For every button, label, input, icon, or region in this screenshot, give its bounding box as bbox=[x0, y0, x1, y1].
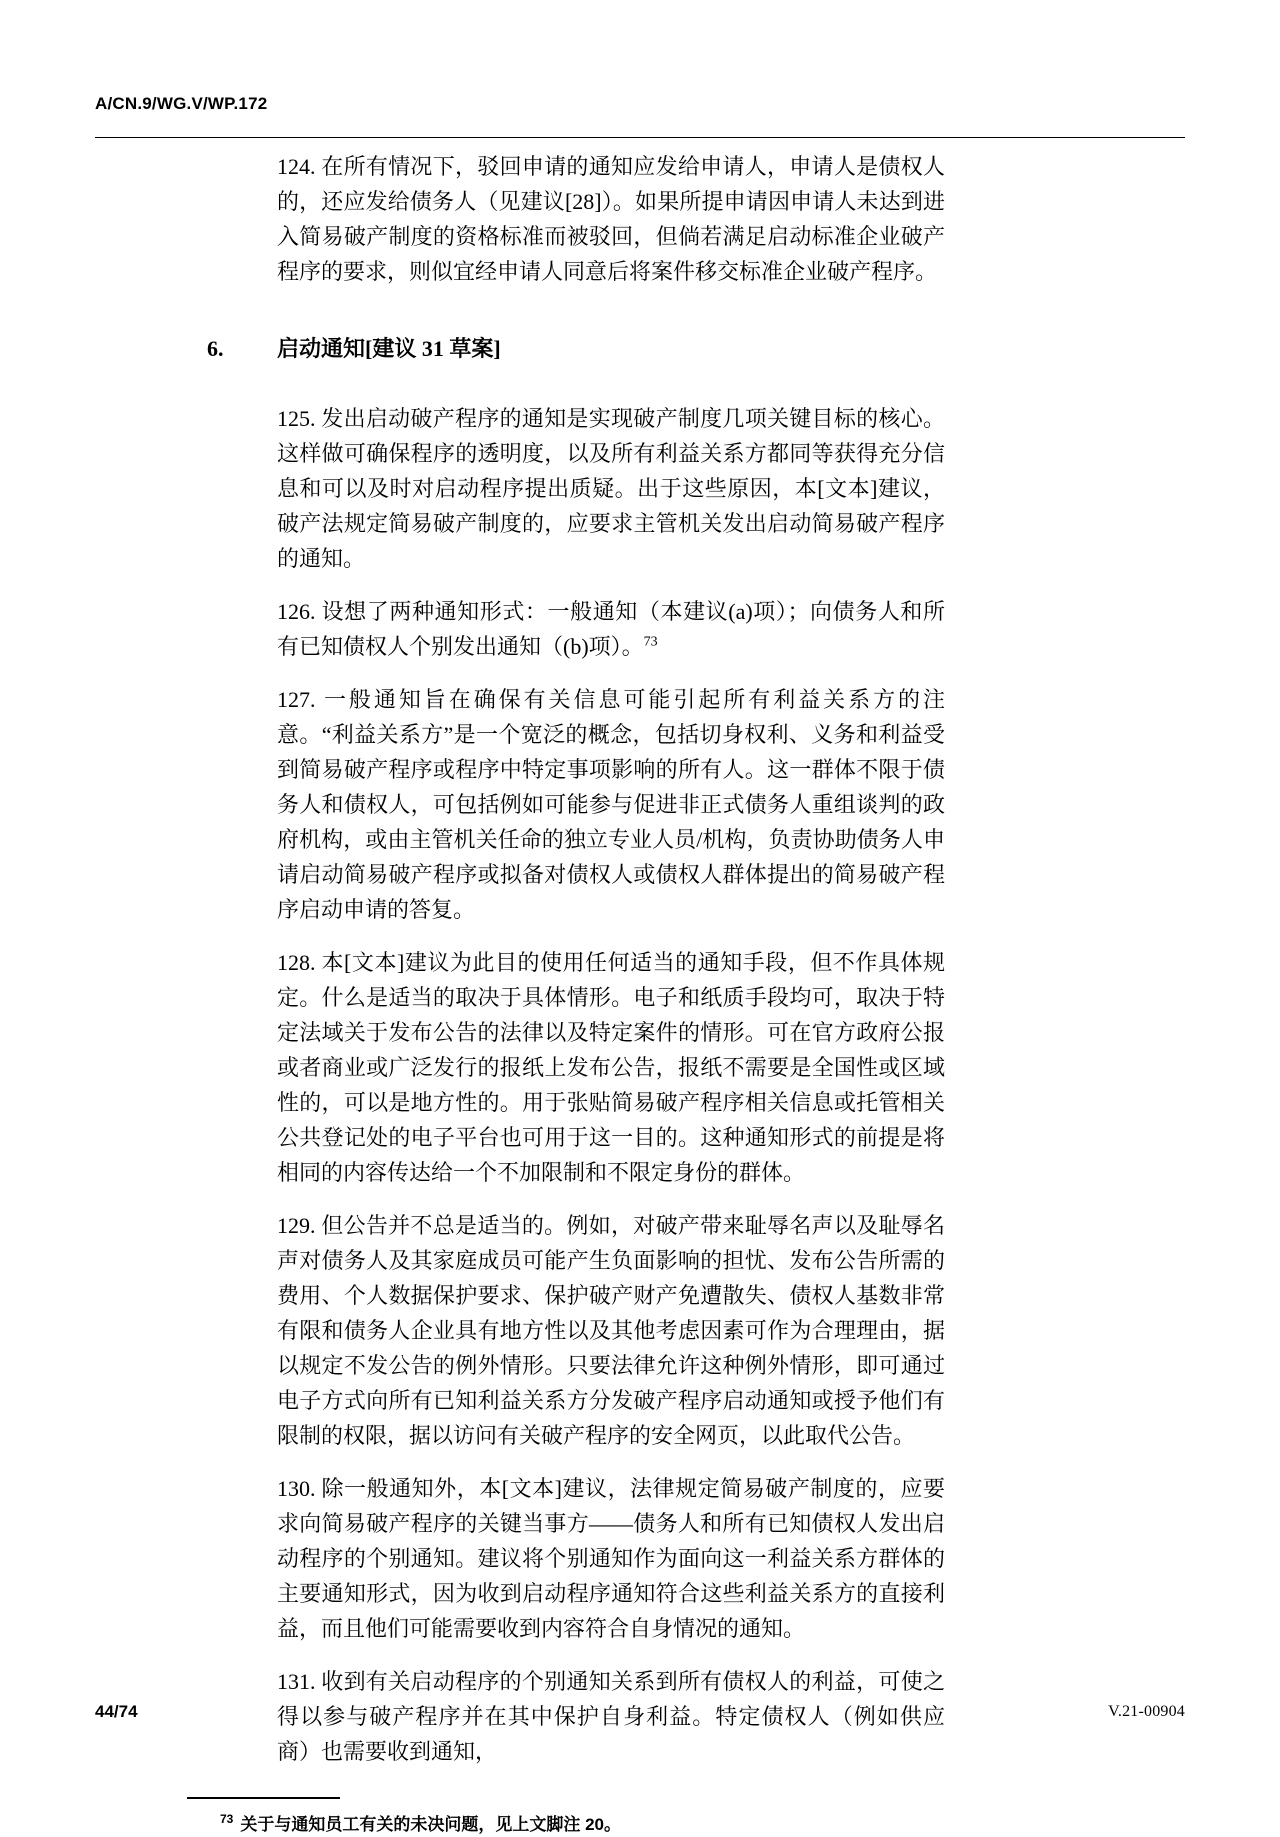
paragraph-127 bbox=[277, 682, 945, 927]
paragraph-124-text: 124. 在所有情况下，驳回申请的通知应发给申请人，申请人是债权人的，还应发给债务人（见建议[28]）。如果所提申请因申请人未达到进入简易破产制度的资格标准而被驳回，但倘若满足启动标准企业破产程序的要求，则似宜经申请人同意后将案件移交标准企业破产程序。 bbox=[277, 154, 945, 284]
paragraph-131 bbox=[277, 1664, 945, 1769]
paragraph-127-text: 127. 一般通知旨在确保有关信息可能引起所有利益关系方的注意。“利益关系方”是一个宽泛的概念，包括切身权利、义务和利益受到简易破产程序或程序中特定事项影响的所有人。这一群体不限于债务人和债权人，可包括例如可能参与促进非正式债务人重组谈判的政府机构，或由主管机关任命的独立专业人员/机构，负责协助债务人申请启动简易破产程序或拟备对债权人或债权人群体提出的简易破产程序启动申请的答复。 bbox=[277, 687, 945, 922]
document-symbol: A/CN.9/WG.V/WP.172 bbox=[95, 94, 268, 113]
paragraph-130 bbox=[277, 1471, 945, 1646]
paragraph-130-text: 130. 除一般通知外，本[文本]建议，法律规定简易破产制度的，应要求向简易破产程序的关键当事方——债务人和所有已知债权人发出启动程序的个别通知。建议将个别通知作为面向这一利益关系方群体的主要通知形式，因为收到启动程序通知符合这些利益关系方的直接利益，而且他们可能需要收到内容符合自身情况的通知。 bbox=[277, 1476, 945, 1641]
paragraph-129-text: 129. 但公告并不总是适当的。例如，对破产带来耻辱名声以及耻辱名声对债务人及其家庭成员可能产生负面影响的担忧、发布公告所需的费用、个人数据保护要求、保护破产财产免遭散失、债权人基数非常有限和债务人企业具有地方性以及其他考虑因素可作为合理理由，据以规定不发公告的例外情形。只要法律允许这种例外情形，即可通过电子方式向所有已知利益关系方分发破产程序启动通知或授予他们有限制的权限，据以访问有关破产程序的安全网页，以此取代公告。 bbox=[277, 1213, 945, 1448]
paragraph-126 bbox=[277, 594, 945, 664]
header-rule bbox=[95, 137, 1185, 138]
paragraph-129 bbox=[277, 1208, 945, 1453]
footnote-73-number: 73 bbox=[220, 1812, 234, 1827]
paragraph-131-text: 131. 收到有关启动程序的个别通知关系到所有债权人的利益，可使之得以参与破产程序并在其中保护自身利益。特定债权人（例如供应商）也需要收到通知， bbox=[277, 1669, 945, 1764]
footnote-separator-rule bbox=[187, 1797, 340, 1799]
section-number: 6. bbox=[207, 336, 224, 361]
paragraph-128-text: 128. 本[文本]建议为此目的使用任何适当的通知手段，但不作具体规定。什么是适当的取决于具体情形。电子和纸质手段均可，取决于特定法域关于发布公告的法律以及特定案件的情形。可在官方政府公报或者商业或广泛发行的报纸上发布公告，报纸不需要是全国性或区域性的，可以是地方性的。用于张贴简易破产程序相关信息或托管相关公共登记处的电子平台也可用于这一目的。这种通知形式的前提是将相同的内容传达给一个不加限制和不限定身份的群体。 bbox=[277, 950, 945, 1185]
paragraph-128 bbox=[277, 945, 945, 1190]
paragraph-126-text: 126. 设想了两种通知形式：一般通知（本建议(a)项）；向债务人和所有已知债权人个别发出通知（(b)项）。 bbox=[277, 599, 945, 659]
footnote-reference-73: 73 bbox=[643, 634, 658, 650]
footnote-73-text: 关于与通知员工有关的未决问题，见上文脚注 20。 bbox=[240, 1815, 621, 1834]
paragraph-124 bbox=[277, 149, 945, 289]
section-heading bbox=[207, 335, 945, 363]
section-title: 启动通知[建议 31 草案] bbox=[277, 336, 501, 361]
document-code: V.21-00904 bbox=[1108, 1703, 1185, 1720]
paragraph-125-text: 125. 发出启动破产程序的通知是实现破产制度几项关键目标的核心。这样做可确保程序的透明度，以及所有利益关系方都同等获得充分信息和可以及时对启动程序提出质疑。出于这些原因，本[文本]建议，破产法规定简易破产制度的，应要求主管机关发出启动简易破产程序的通知。 bbox=[277, 406, 945, 571]
footnote-73 bbox=[220, 1813, 1185, 1837]
footnote-section bbox=[187, 1797, 1185, 1837]
page-number: 44/74 bbox=[95, 1702, 138, 1721]
document-body bbox=[207, 149, 945, 1769]
paragraph-125 bbox=[277, 401, 945, 576]
